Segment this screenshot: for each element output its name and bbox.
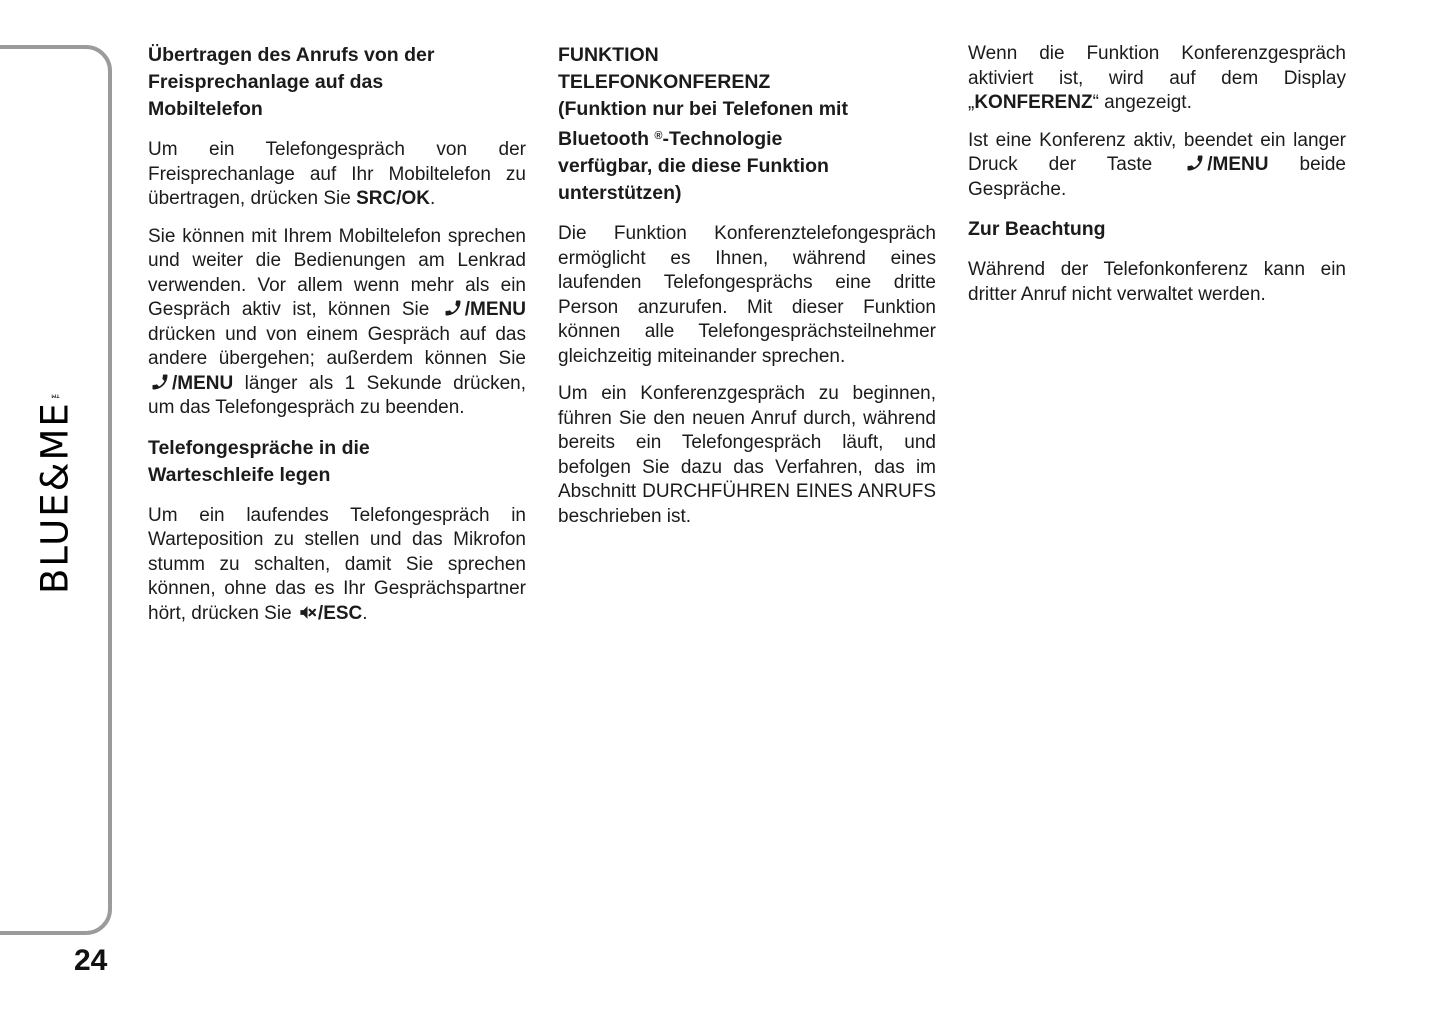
bold-run: /MENU — [464, 299, 526, 320]
text-run: Ist eine Konferenz aktiv, beendet ein langer Druck der Taste — [968, 129, 1346, 175]
logo-text: BLUE&ME — [33, 401, 77, 595]
heading-line: unterstützen) — [558, 182, 682, 204]
text-run: drücken und von einem Gespräch auf das andere übergehen; außerdem können Sie — [148, 323, 526, 369]
paragraph — [148, 504, 526, 627]
paragraph — [968, 129, 1346, 203]
text-run: Wenn die Funktion Konferenzgespräch aktiviert ist, wird auf dem Display „ — [968, 43, 1346, 113]
bold-run: /MENU — [172, 372, 234, 394]
heading-line: (Funktion nur bei Telefonen mit — [558, 98, 848, 120]
paragraph — [148, 138, 526, 212]
heading-line: TELEFONKONFERENZ — [558, 71, 771, 93]
column-1 — [148, 42, 526, 639]
text-run: “ angezeigt. — [1092, 92, 1192, 113]
bold-run: /ESC — [317, 602, 363, 624]
phone-handset-icon — [148, 372, 172, 392]
phone-handset-icon — [441, 298, 465, 318]
content-columns — [148, 42, 1346, 639]
text-run: . — [362, 602, 368, 624]
text-run: beide Gespräche. — [968, 154, 1346, 200]
paragraph: Um ein Konferenzgespräch zu beginnen, führen Sie den neuen Anruf durch, während bereits ein Telefongespräch läuft, und befolgen Sie dazu das Verfahren, das im Abschnitt DURCHFÜHREN EINES ANRUFS beschrieben ist. — [558, 383, 936, 527]
text-run: länger als 1 Sekunde drücken, um das Telefongespräch zu beenden. — [148, 372, 526, 418]
paragraph: Während der Telefonkonferenz kann ein dritter Anruf nicht verwaltet werden. — [968, 259, 1346, 305]
page-number: 24 — [74, 944, 108, 977]
section-heading-note — [968, 216, 1346, 243]
phone-handset-icon — [1183, 153, 1207, 173]
heading-line: Zur Beachtung — [968, 218, 1106, 240]
text-run: Um ein Telefongespräch von der Freisprechanlage auf Ihr Mobiltelefon zu übertragen, drücken Sie — [148, 139, 526, 209]
text-run: . — [429, 188, 436, 209]
text-run: Bluetooth — [558, 128, 655, 150]
text-run: -Technologie — [662, 128, 783, 150]
blue-and-me-logo — [20, 362, 90, 618]
bold-run: KONFERENZ — [974, 92, 1093, 113]
heading-line: Warteschleife legen — [148, 463, 331, 486]
heading-line: verfügbar, die diese Funktion — [558, 155, 829, 177]
heading-line: FUNKTION — [558, 44, 659, 66]
bold-run: SRC/OK — [356, 188, 430, 209]
heading-line-bluetooth — [558, 123, 936, 153]
trademark-mark: ™ — [48, 385, 62, 400]
column-2 — [558, 42, 936, 639]
section-heading-hold-call — [148, 435, 526, 489]
mute-speaker-icon — [297, 603, 318, 622]
section-heading-transfer-call — [148, 42, 526, 123]
bold-run: /MENU — [1207, 154, 1269, 175]
text-run: Um ein laufendes Telefongespräch in Warteposition zu stellen und das Mikrofon stumm zu schalten, damit Sie sprechen können, ohne das es Ihr Gesprächspartner hört, drücken Sie — [148, 504, 526, 624]
registered-mark: ® — [654, 130, 663, 142]
heading-line: Übertragen des Anrufs von der — [148, 44, 435, 66]
heading-line: Telefongespräche in die — [148, 436, 370, 459]
heading-line: Freisprechanlage auf das — [148, 71, 384, 93]
section-heading-conference — [558, 42, 936, 207]
column-3 — [968, 42, 1346, 639]
paragraph — [148, 225, 526, 421]
paragraph — [968, 42, 1346, 116]
paragraph: Die Funktion Konferenztelefongespräch ermöglicht es Ihnen, während eines laufenden Telefongesprächs eine dritte Person anzurufen. Mit dieser Funktion können alle Telefongesprächsteilnehmer gleichzeitig miteinander sprechen. — [558, 223, 936, 367]
text-run: Sie können mit Ihrem Mobiltelefon sprechen und weiter die Bedienungen am Lenkrad verwenden. Vor allem wenn mehr als ein Gespräch aktiv ist, können Sie — [148, 225, 526, 320]
heading-line: Mobiltelefon — [148, 98, 263, 120]
